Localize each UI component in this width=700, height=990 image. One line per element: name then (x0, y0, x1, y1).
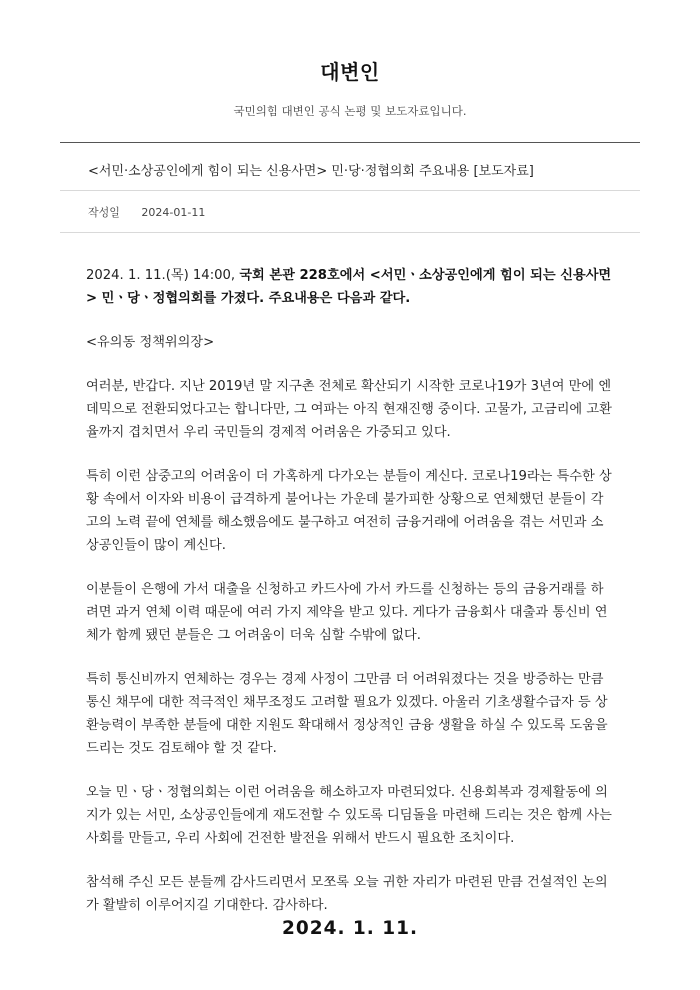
site-header (0, 0, 700, 119)
post-meta (88, 204, 205, 220)
meta-divider (60, 232, 640, 233)
intro-paragraph (86, 264, 616, 310)
intro-datetime: 2024. 1. 11.(목) 14:00, (86, 268, 240, 283)
date-value: 2024-01-11 (141, 206, 206, 219)
body-paragraph: 이분들이 은행에 가서 대출을 신청하고 카드사에 가서 카드를 신청하는 등의 금융거래를 하려면 과거 연체 이력 때문에 여러 가지 제약을 받고 있다. 게다가 금융회사 대출과 통신비 연체가 함께 됐던 분들은 그 어려움이 더욱 심할 수밖에 없다. (86, 582, 608, 643)
body-paragraph: 오늘 민ㆍ당ㆍ정협의회는 이런 어려움을 해소하고자 마련되었다. 신용회복과 경제활동에 의지가 있는 서민, 소상공인들에게 재도전할 수 있도록 디딤돌을 마련해 드리는 것은 함께 사는 사회를 만들고, 우리 사회에 건전한 발전을 위해서 반드시 필요한 조치이다. (86, 785, 612, 846)
speaker-heading: <유의동 정책위의장> (86, 335, 215, 350)
body-paragraph: 참석해 주신 모든 분들께 감사드리면서 모쪼록 오늘 귀한 자리가 마련된 만큼 건설적인 논의가 활발히 이루어지길 기대한다. 감사하다. (86, 875, 608, 913)
post-title: <서민·소상공인에게 힘이 되는 신용사면> 민·당·정협의회 주요내용 [보도자료] (88, 164, 534, 179)
header-divider (60, 142, 640, 143)
intro-bold-text: 국회 본관 228호에서 <서민ㆍ소상공인에게 힘이 되는 신용사면> 민ㆍ당ㆍ정협의회를 가졌다. 주요내용은 다음과 같다. (86, 268, 612, 306)
footer-date: 2024. 1. 11. (281, 918, 419, 939)
site-title[interactable]: 대변인 (320, 60, 380, 84)
date-label: 작성일 (88, 206, 120, 219)
body-paragraph: 특히 통신비까지 연체하는 경우는 경제 사정이 그만큼 더 어려워졌다는 것을 방증하는 만큼 통신 채무에 대한 적극적인 채무조정도 고려할 필요가 있겠다. 아울러 기초생활수급자 등 상환능력이 부족한 분들에 대한 지원도 확대해서 정상적인 금융 생활을 하실 수 있도록 도움을 드리는 것도 검토해야 할 것 같다. (86, 672, 608, 756)
body-paragraph: 특히 이런 삼중고의 어려움이 더 가혹하게 다가오는 분들이 계신다. 코로나19라는 특수한 상황 속에서 이자와 비용이 급격하게 불어나는 가운데 불가피한 상황으로 연체했던 분들이 각고의 노력 끝에 연체를 해소했음에도 불구하고 여전히 금융거래에 어려움을 겪는 서민과 소상공인들이 많이 계신다. (86, 469, 612, 553)
body-paragraph: 여러분, 반갑다. 지난 2019년 말 지구촌 전체로 확산되기 시작한 코로나19가 3년여 만에 엔데믹으로 전환되었다고는 합니다만, 그 여파는 아직 현재진행 중이다. 고물가, 고금리에 고환율까지 겹치면서 우리 국민들의 경제적 어려움은 가중되고 있다. (86, 379, 612, 440)
title-divider (60, 190, 640, 191)
article-body (86, 264, 616, 938)
site-subtitle: 국민의힘 대변인 공식 논평 및 보도자료입니다. (233, 104, 467, 118)
